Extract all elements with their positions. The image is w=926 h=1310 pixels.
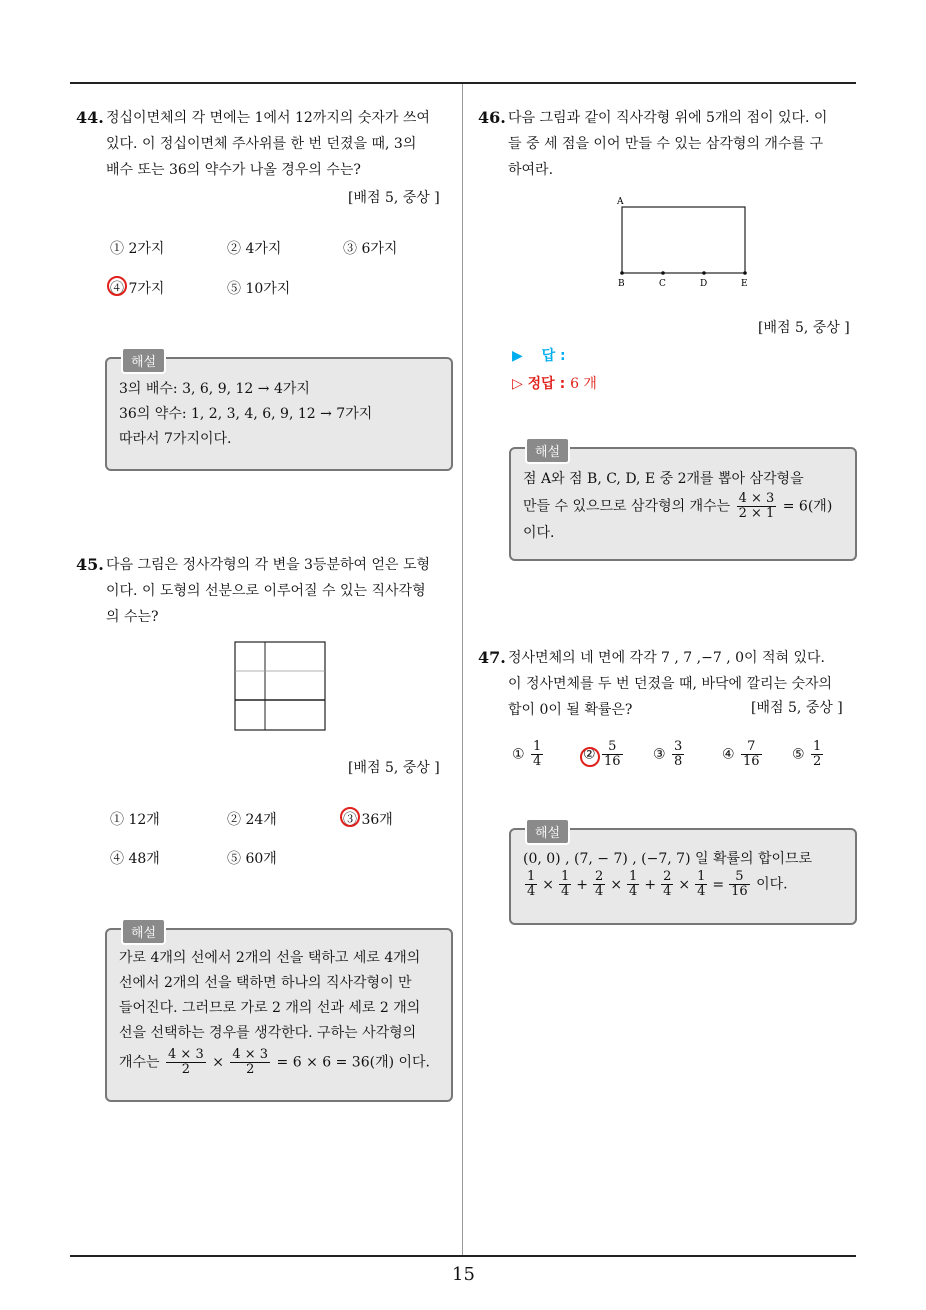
question-number: 44. [76,108,104,127]
selected-answer-circle [107,276,127,296]
point-b [620,271,624,275]
question-text: 정사면체의 네 면에 각각 7 , 7 ,−7 , 0이 적혀 있다. 이 정사면체를 두 번 던졌을 때, 바닥에 깔리는 숫자의 합이 0이 될 확률은? [508,650,833,718]
fraction: $\frac{4 \times 3}{2 \times 1}$ [738,491,775,521]
point-c [661,271,665,275]
operator: × [678,876,691,893]
choice-1[interactable]: ① 12개 [110,812,160,828]
fraction: $\frac{1}{4}$ [629,869,638,899]
question-number: 45. [76,555,104,574]
solution-tag: 해설 [525,818,570,845]
solution-tag: 해설 [525,437,570,464]
selected-answer-circle [580,747,600,767]
page-number: 15 [452,1264,475,1285]
solution-text: 가로 4개의 선에서 2개의 선을 택하고 세로 4개의 선에서 2개의 선을 택하면 하나의 직사각형이 만 들어진다. 그러므로 가로 2 개의 선과 세로 2 개의 선을 선택하는 경우를 생각한다. 구하는 사각형의 개수는 $\frac{4 \times 3}{2}$ × $\frac{4 \times 3}{2}$ = 6 × 6 = 36(개) 이다. [119,950,430,1077]
choice-3[interactable]: ③ $\frac{3}{8}$ [653,739,683,769]
choice-4[interactable]: ④ 48개 [110,851,160,867]
question-text: 다음 그림은 정사각형의 각 변을 3등분하여 얻은 도형 이다. 이 도형의 선분으로 이루어질 수 있는 직사각형 의 수는? [106,557,431,625]
choice-1[interactable]: ① $\frac{1}{4}$ [512,739,542,769]
correct-arrow-icon: ▷ [512,376,523,392]
fraction: $\frac{2}{4}$ [595,869,604,899]
choice-2[interactable]: ② 4가지 [227,241,282,257]
choice-2[interactable]: ② $\frac{5}{16}$ [583,739,621,769]
grid-figure [233,640,327,732]
operator: × [610,876,623,893]
difficulty: [배점 5, 중상 ] [751,700,843,716]
question-text: 다음 그림과 같이 직사각형 위에 5개의 점이 있다. 이 들 중 세 점을 이어 만들 수 있는 삼각형의 개수를 구 하여라. [508,110,828,178]
solution-box [105,357,453,471]
choice-5[interactable]: ⑤ 60개 [227,851,277,867]
operator: × [542,876,555,893]
choice-5[interactable]: ⑤ $\frac{1}{2}$ [792,739,822,769]
difficulty: [배점 5, 중상 ] [348,760,440,776]
choice-4[interactable]: ④ 7가지 [110,281,165,297]
question-number: 46. [478,108,506,127]
solution-text: (0, 0) , (7, − 7) , (−7, 7) 일 확률의 합이므로 $\frac{1}{4}$ × $\frac{1}{4}$ + $\frac{2}{4}$ × $\frac{1}{4}$ + $\frac{2}{4}$ × $\frac{1}{4}$ = $\frac{5}{16}$ 이다. [523,848,845,899]
choice-4[interactable]: ④ $\frac{7}{16}$ [722,739,760,769]
label-c: C [659,279,666,289]
point-e [743,271,747,275]
column-divider [462,84,463,1256]
difficulty: [배점 5, 중상 ] [758,320,850,336]
label-a: A [617,197,624,207]
operator: + [644,876,657,893]
solution-box [105,928,453,1102]
header-rule [70,82,856,84]
difficulty: [배점 5, 중상 ] [348,190,440,206]
solution-tag: 해설 [121,347,166,374]
choice-1[interactable]: ① 2가지 [110,241,165,257]
label-e: E [741,279,748,289]
solution-text: 3의 배수: 3, 6, 9, 12 → 4가지 36의 약수: 1, 2, 3, 4, 6, 9, 12 → 7가지 따라서 7가지이다. [119,381,373,447]
question-number: 47. [478,648,506,667]
fraction: $\frac{1}{4}$ [561,869,570,899]
solution-tag: 해설 [121,918,166,945]
selected-answer-circle [340,807,360,827]
label-b: B [618,279,625,289]
answer-line: ▶ 답 : [512,348,566,364]
solution-text: 점 A와 점 B, C, D, E 중 2개를 뽑아 삼각형을 만들 수 있으므로 삼각형의 개수는 $\frac{4 \times 3}{2 \times 1}$ = 6(개) 이다. [523,471,833,541]
fraction: $\frac{1}{4}$ [697,869,706,899]
footer-rule [70,1255,856,1257]
point-d [702,271,706,275]
rectangle-figure [612,194,758,290]
choice-3[interactable]: ③ 6가지 [343,241,398,257]
fraction: $\frac{2}{4}$ [663,869,672,899]
answer-arrow-icon: ▶ [512,348,523,364]
fraction: $\frac{5}{16}$ [731,869,748,899]
choice-2[interactable]: ② 24개 [227,812,277,828]
operator: = [712,876,725,893]
fraction: $\frac{1}{4}$ [527,869,536,899]
solution-box [509,828,857,925]
choice-3[interactable]: ③ 36개 [343,812,393,828]
solution-suffix: 이다. [751,876,788,893]
fraction: $\frac{4 \times 3}{2}$ [168,1047,204,1077]
fraction: $\frac{4 \times 3}{2}$ [232,1047,269,1077]
choice-5[interactable]: ⑤ 10가지 [227,281,291,297]
correct-answer-line: ▷ 정답 : 6 개 [512,376,597,392]
probability-expression [523,870,845,899]
solution-box [509,447,857,561]
label-d: D [700,279,708,289]
question-text: 정십이면체의 각 면에는 1에서 12까지의 숫자가 쓰여 있다. 이 정십이면체 주사위를 한 번 던졌을 때, 3의 배수 또는 36의 약수가 나올 경우의 수는? [106,110,430,178]
operator: + [576,876,589,893]
